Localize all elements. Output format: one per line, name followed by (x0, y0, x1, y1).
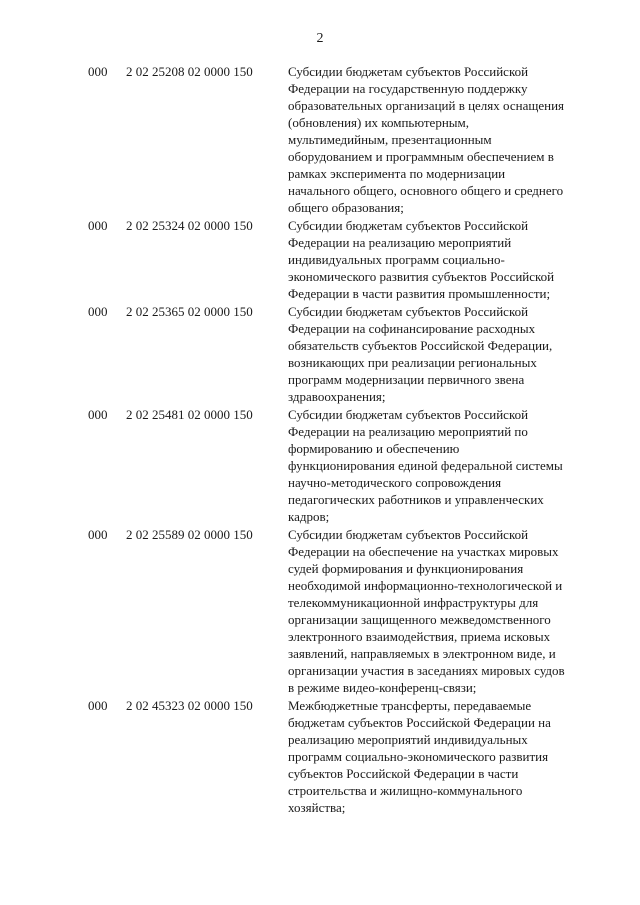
description-line: индивидуальных программ социально- (288, 252, 505, 267)
budget-entry (0, 303, 640, 405)
description-line: заявлений, направляемых в электронном виде, и (288, 646, 556, 661)
description-line: формированию и обеспечению (288, 441, 460, 456)
description-line: судей формирования и функционирования (288, 561, 524, 576)
description-line: программ социально-экономического развития (288, 749, 549, 764)
description-line: научно-методического сопровождения (288, 475, 502, 490)
description-line: Субсидии бюджетам субъектов Российской (288, 218, 529, 233)
description-line: образовательных организаций в целях оснащения (288, 98, 565, 113)
description-line: Субсидии бюджетам субъектов Российской (288, 527, 529, 542)
budget-entry (0, 697, 640, 816)
entry-description (288, 63, 606, 216)
description-line: функционирования единой федеральной системы (288, 458, 563, 473)
description-line: рамках эксперимента по модернизации (288, 166, 506, 181)
entry-description (288, 406, 606, 525)
description-line: организации участия в заседаниях мировых судов (288, 663, 565, 678)
admin-code: 000 (88, 527, 108, 542)
description-line: начального общего, основного общего и среднего (288, 183, 564, 198)
kbk-code: 2 02 25365 02 0000 150 (126, 304, 253, 319)
description-line: организации защищенного межведомственного (288, 612, 551, 627)
description-line: субъектов Российской Федерации в части (288, 766, 519, 781)
admin-code: 000 (88, 698, 108, 713)
description-line: общего образования; (288, 200, 404, 215)
budget-entry (0, 217, 640, 302)
description-line: мультимедийным, презентационным (288, 132, 492, 147)
description-line: Межбюджетные трансферты, передаваемые (288, 698, 532, 713)
description-line: в режиме видео-конференц-связи; (288, 680, 477, 695)
budget-entry (0, 526, 640, 696)
entry-description (288, 303, 606, 405)
kbk-code: 2 02 25208 02 0000 150 (126, 64, 253, 79)
budget-entry (0, 406, 640, 525)
description-line: строительства и жилищно-коммунального (288, 783, 523, 798)
description-line: хозяйства; (288, 800, 346, 815)
description-line: электронного взаимодействия, приема исковых (288, 629, 551, 644)
kbk-code: 2 02 25589 02 0000 150 (126, 527, 253, 542)
kbk-code: 2 02 45323 02 0000 150 (126, 698, 253, 713)
page-number: 2 (316, 31, 324, 46)
admin-code: 000 (88, 304, 108, 319)
budget-entry (0, 63, 640, 216)
budget-code-list (0, 63, 640, 817)
description-line: Федерации на реализацию мероприятий по (288, 424, 528, 439)
description-line: бюджетам субъектов Российской Федерации на (288, 715, 551, 730)
description-line: Федерации на софинансирование расходных (288, 321, 536, 336)
description-line: Субсидии бюджетам субъектов Российской (288, 64, 529, 79)
description-line: оборудованием и программным обеспечением в (288, 149, 554, 164)
description-line: Федерации в части развития промышленности; (288, 286, 551, 301)
description-line: Федерации на государственную поддержку (288, 81, 528, 96)
entry-description (288, 697, 606, 816)
description-line: телекоммуникационной инфраструктуры для (288, 595, 539, 610)
description-line: экономического развития субъектов Российской (288, 269, 555, 284)
description-line: Субсидии бюджетам субъектов Российской (288, 304, 529, 319)
description-line: Федерации на обеспечение на участках мировых (288, 544, 559, 559)
description-line: Федерации на реализацию мероприятий (288, 235, 512, 250)
admin-code: 000 (88, 407, 108, 422)
description-line: программ модернизации первичного звена (288, 372, 525, 387)
description-line: (обновления) их компьютерным, (288, 115, 469, 130)
entry-description (288, 526, 606, 696)
description-line: здравоохранения; (288, 389, 386, 404)
entry-description (288, 217, 606, 302)
description-line: педагогических работников и управленческих (288, 492, 544, 507)
admin-code: 000 (88, 64, 108, 79)
description-line: возникающих при реализации региональных (288, 355, 537, 370)
kbk-code: 2 02 25324 02 0000 150 (126, 218, 253, 233)
description-line: обязательств субъектов Российской Федерации, (288, 338, 553, 353)
description-line: необходимой информационно-технологической и (288, 578, 563, 593)
admin-code: 000 (88, 218, 108, 233)
kbk-code: 2 02 25481 02 0000 150 (126, 407, 253, 422)
description-line: реализацию мероприятий индивидуальных (288, 732, 528, 747)
description-line: кадров; (288, 509, 330, 524)
description-line: Субсидии бюджетам субъектов Российской (288, 407, 529, 422)
